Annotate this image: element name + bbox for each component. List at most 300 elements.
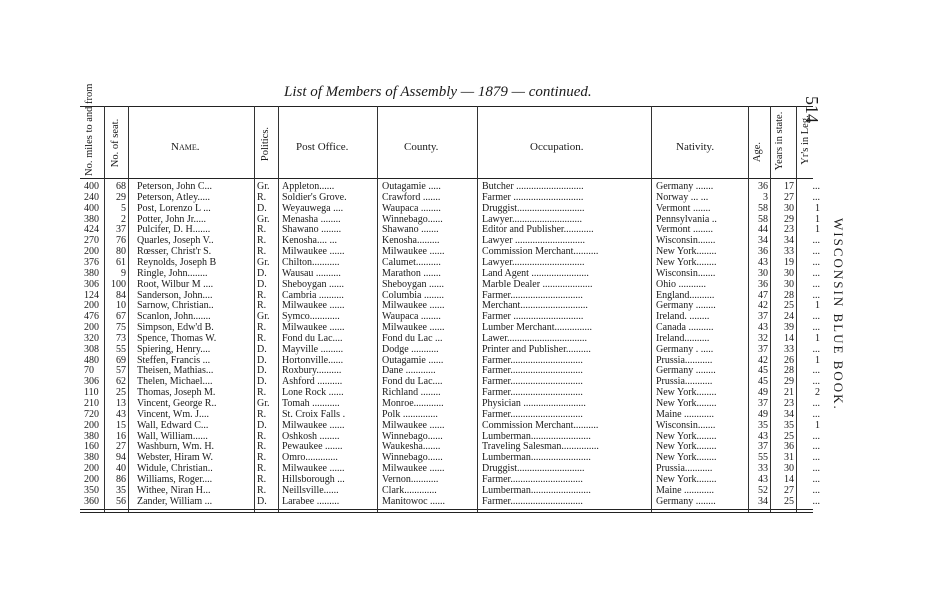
nativity-cell: Pennsylvania .. <box>656 213 717 225</box>
age-cell: 34 <box>758 495 768 507</box>
years-in-state-cell: 23 <box>784 398 794 409</box>
table-row <box>80 441 820 453</box>
nativity-cell: New York........ <box>656 398 717 409</box>
nativity-cell: Germany ........ <box>656 495 716 507</box>
seat-cell: 29 <box>116 191 126 203</box>
seat-cell: 37 <box>116 224 126 236</box>
seat-cell: 2 <box>121 213 126 225</box>
seat-cell: 84 <box>116 289 126 301</box>
miles-cell: 376 <box>84 256 99 268</box>
post-office-cell: Shawano ........ <box>282 224 342 236</box>
occupation-cell: Printer and Publisher.......... <box>482 343 591 355</box>
occupation-cell: Farmer............................. <box>482 387 583 399</box>
years-in-legislature-cell: ... <box>812 398 820 409</box>
occupation-cell: Physician ......................... <box>482 398 586 409</box>
years-in-legislature-cell: ... <box>812 278 820 290</box>
miles-cell: 200 <box>84 246 99 258</box>
years-in-state-cell: 31 <box>784 452 794 464</box>
miles-cell: 306 <box>84 278 99 290</box>
occupation-cell: Farmer............................. <box>482 473 583 485</box>
nativity-cell: Vermont ....... <box>656 202 711 214</box>
post-office-cell: Chilton........... <box>282 256 340 268</box>
county-cell: Vernon........... <box>382 473 439 485</box>
table-row <box>80 354 820 366</box>
politics-cell: R. <box>257 289 267 301</box>
table-row <box>80 311 820 323</box>
age-cell: 37 <box>758 441 768 453</box>
member-name: Reynolds, Joseph B <box>137 256 217 268</box>
politics-cell: R. <box>257 235 267 247</box>
nativity-cell: New York........ <box>656 441 717 453</box>
running-head: WISCONSIN BLUE BOOK. <box>831 218 846 411</box>
seat-cell: 27 <box>116 441 126 453</box>
years-in-legislature-cell: ... <box>812 495 820 507</box>
county-cell: Milwaukee ...... <box>382 322 445 334</box>
member-name: Post, Lorenzo L ... <box>137 202 211 214</box>
occupation-cell: Commission Merchant.......... <box>482 419 599 431</box>
politics-cell: R. <box>257 463 267 475</box>
miles-cell: 270 <box>84 235 99 247</box>
nativity-cell: Ohio ........... <box>656 278 706 290</box>
years-in-legislature-cell: 1 <box>815 419 820 431</box>
years-in-state-cell: 30 <box>784 463 794 475</box>
years-in-state-cell: 33 <box>784 343 794 355</box>
occupation-cell: Lawyer ............................ <box>482 235 586 247</box>
politics-cell: R. <box>257 300 267 312</box>
county-cell: Milwaukee ...... <box>382 246 445 258</box>
years-in-legislature-cell: ... <box>812 235 820 247</box>
county-cell: Milwaukee ...... <box>382 419 445 431</box>
member-name: Thelen, Michael.... <box>137 376 213 388</box>
table-row <box>80 267 820 279</box>
nativity-cell: Germany ....... <box>656 181 714 192</box>
table-row <box>80 398 820 409</box>
nativity-cell: New York........ <box>656 256 717 268</box>
years-in-legislature-cell: ... <box>812 191 820 203</box>
seat-cell: 55 <box>116 343 126 355</box>
seat-cell: 73 <box>116 332 126 344</box>
age-cell: 32 <box>758 332 768 344</box>
member-name: Washburn, Wm. H. <box>137 441 215 453</box>
post-office-cell: Larabee ......... <box>282 495 340 507</box>
politics-cell: R. <box>257 322 267 334</box>
years-in-legislature-cell: ... <box>812 256 820 268</box>
seat-cell: 16 <box>116 430 126 442</box>
table-row <box>80 300 820 312</box>
member-name: Widule, Christian.. <box>137 463 213 475</box>
seat-cell: 68 <box>116 181 126 192</box>
years-in-state-cell: 30 <box>784 267 794 279</box>
member-name: Vincent, Wm. J.... <box>137 408 209 420</box>
years-in-state-cell: 34 <box>784 235 794 247</box>
county-cell: Waupaca ........ <box>382 311 441 323</box>
miles-cell: 380 <box>84 452 99 464</box>
age-cell: 34 <box>758 235 768 247</box>
member-name: Quarles, Joseph V.. <box>137 235 214 247</box>
occupation-cell: Lumber Merchant............... <box>482 322 592 334</box>
occupation-cell: Lumberman........................ <box>482 452 591 464</box>
post-office-cell: St. Croix Falls . <box>282 408 346 420</box>
table-row <box>80 387 820 399</box>
nativity-cell: Ireland.......... <box>656 332 710 344</box>
politics-cell: D. <box>257 202 267 214</box>
nativity-cell: Vermont ........ <box>656 224 713 236</box>
member-name: Thomas, Joseph M. <box>137 387 216 399</box>
post-office-cell: Kenosha.... ... <box>282 235 337 247</box>
table-bottom-rule <box>80 509 813 510</box>
age-cell: 37 <box>758 398 768 409</box>
years-in-legislature-cell: ... <box>812 289 820 301</box>
member-name: Zander, William ... <box>137 495 213 507</box>
table-row <box>80 452 820 464</box>
years-in-state-cell: 30 <box>784 202 794 214</box>
seat-cell: 61 <box>116 256 126 268</box>
years-in-legislature-cell: ... <box>812 267 820 279</box>
age-cell: 47 <box>758 289 768 301</box>
table-row <box>80 181 820 192</box>
member-name: Wall, Edward C... <box>137 419 209 431</box>
politics-cell: R. <box>257 387 267 399</box>
table-row <box>80 224 820 236</box>
politics-cell: R. <box>257 430 267 442</box>
county-cell: Dane ............ <box>382 365 436 377</box>
table-bottom-rule-double <box>80 512 813 513</box>
county-cell: Clark............. <box>382 484 437 496</box>
table-row <box>80 235 820 247</box>
post-office-cell: Milwaukee ...... <box>282 322 345 334</box>
politics-cell: Gr. <box>257 311 270 323</box>
years-in-state-cell: 28 <box>784 365 794 377</box>
age-cell: 30 <box>758 267 768 279</box>
miles-cell: 70 <box>84 365 94 377</box>
seat-cell: 62 <box>116 376 126 388</box>
post-office-cell: Oshkosh ........ <box>282 430 340 442</box>
years-in-state-cell: 34 <box>784 408 794 420</box>
years-in-state-cell: 29 <box>784 213 794 225</box>
nativity-cell: Wisconsin....... <box>656 235 716 247</box>
occupation-cell: Marble Dealer .................... <box>482 278 593 290</box>
years-in-state-cell: 17 <box>784 181 794 192</box>
nativity-cell: Wisconsin....... <box>656 267 716 279</box>
years-in-state-cell: 25 <box>784 495 794 507</box>
years-in-state-cell: 23 <box>784 224 794 236</box>
county-cell: Winnebago...... <box>382 452 443 464</box>
table-row <box>80 343 820 355</box>
header-leg: Yr's in Leg. <box>800 115 811 165</box>
age-cell: 55 <box>758 452 768 464</box>
age-cell: 35 <box>758 419 768 431</box>
seat-cell: 76 <box>116 235 126 247</box>
years-in-state-cell: 36 <box>784 441 794 453</box>
county-cell: Richland ........ <box>382 387 441 399</box>
post-office-cell: Tomah ........... <box>282 398 340 409</box>
age-cell: 42 <box>758 354 768 366</box>
seat-cell: 35 <box>116 484 126 496</box>
politics-cell: D. <box>257 343 267 355</box>
occupation-cell: Lumberman........................ <box>482 484 591 496</box>
member-name: Peterson, Atley..... <box>137 191 210 203</box>
header-politics: Politics. <box>260 126 271 162</box>
county-cell: Winnebago...... <box>382 213 443 225</box>
county-cell: Fond du Lac ... <box>382 332 443 344</box>
politics-cell: D. <box>257 278 267 290</box>
politics-cell: R. <box>257 191 267 203</box>
post-office-cell: Ashford .......... <box>282 376 343 388</box>
age-cell: 52 <box>758 484 768 496</box>
table-row <box>80 332 820 344</box>
post-office-cell: Hortonville...... <box>282 354 344 366</box>
member-name: Theisen, Mathias... <box>137 365 214 377</box>
politics-cell: Gr. <box>257 181 270 192</box>
seat-cell: 100 <box>111 278 126 290</box>
post-office-cell: Omro............. <box>282 452 338 464</box>
post-office-cell: Fond du Lac.... <box>282 332 343 344</box>
county-cell: Fond du Lac.... <box>382 376 443 388</box>
occupation-cell: Druggist........................... <box>482 202 585 214</box>
post-office-cell: Soldier's Grove. <box>282 191 347 203</box>
years-in-state-cell: 29 <box>784 376 794 388</box>
county-cell: Monroe............ <box>382 398 444 409</box>
nativity-cell: New York........ <box>656 387 717 399</box>
post-office-cell: Sheboygan ...... <box>282 278 344 290</box>
miles-cell: 480 <box>84 354 99 366</box>
miles-cell: 200 <box>84 473 99 485</box>
years-in-state-cell: 30 <box>784 278 794 290</box>
years-in-legislature-cell: 1 <box>815 354 820 366</box>
table-row <box>80 322 820 334</box>
politics-cell: R. <box>257 452 267 464</box>
age-cell: 44 <box>758 224 768 236</box>
table-row <box>80 419 820 431</box>
years-in-legislature-cell: ... <box>812 365 820 377</box>
county-cell: Outagamie ..... <box>382 181 441 192</box>
years-in-legislature-cell: ... <box>812 343 820 355</box>
member-name: Spiering, Henry.... <box>137 343 211 355</box>
member-name: Withee, Niran H... <box>137 484 211 496</box>
miles-cell: 306 <box>84 376 99 388</box>
years-in-legislature-cell: ... <box>812 311 820 323</box>
seat-cell: 9 <box>121 267 126 279</box>
politics-cell: D. <box>257 419 267 431</box>
miles-cell: 124 <box>84 289 99 301</box>
member-name: Sarnow, Christian.. <box>137 300 214 312</box>
years-in-state-cell: 35 <box>784 419 794 431</box>
member-name: Webster, Hiram W. <box>137 452 214 464</box>
miles-cell: 350 <box>84 484 99 496</box>
seat-cell: 56 <box>116 495 126 507</box>
seat-cell: 13 <box>116 398 126 409</box>
age-cell: 45 <box>758 365 768 377</box>
seat-cell: 15 <box>116 419 126 431</box>
table-row <box>80 473 820 485</box>
county-cell: Waukesha....... <box>382 441 441 453</box>
page-number: 514 <box>802 96 822 123</box>
occupation-cell: Lawyer............................. <box>482 256 585 268</box>
nativity-cell: Prussia........... <box>656 354 713 366</box>
occupation-cell: Commission Merchant.......... <box>482 246 599 258</box>
years-in-state-cell: 21 <box>784 387 794 399</box>
post-office-cell: Cambria .......... <box>282 289 344 301</box>
years-in-legislature-cell: 1 <box>815 300 820 312</box>
years-in-legislature-cell: ... <box>812 484 820 496</box>
age-cell: 36 <box>758 181 768 192</box>
county-cell: Polk .............. <box>382 408 438 420</box>
header-seat: No. of seat. <box>110 118 121 168</box>
politics-cell: Gr. <box>257 213 270 225</box>
miles-cell: 240 <box>84 191 99 203</box>
politics-cell: R. <box>257 441 267 453</box>
miles-cell: 360 <box>84 495 99 507</box>
years-in-legislature-cell: 2 <box>815 387 820 399</box>
nativity-cell: Prussia........... <box>656 463 713 475</box>
nativity-cell: Maine ............ <box>656 408 715 420</box>
seat-cell: 40 <box>116 463 126 475</box>
years-in-state-cell: 27 <box>784 191 794 203</box>
years-in-legislature-cell: 1 <box>815 202 820 214</box>
politics-cell: R. <box>257 408 267 420</box>
miles-cell: 210 <box>84 398 99 409</box>
occupation-cell: Farmer............................. <box>482 289 583 301</box>
politics-cell: R. <box>257 332 267 344</box>
member-name: Wall, William...... <box>137 430 208 442</box>
years-in-legislature-cell: ... <box>812 463 820 475</box>
occupation-cell: Farmer............................. <box>482 408 583 420</box>
years-in-state-cell: 25 <box>784 430 794 442</box>
post-office-cell: Milwaukee ...... <box>282 300 345 312</box>
seat-cell: 5 <box>121 202 126 214</box>
county-cell: Calumet.......... <box>382 256 441 268</box>
page-title: List of Members of Assembly — 1879 — continued. <box>284 84 592 100</box>
post-office-cell: Hillsborough ... <box>282 473 345 485</box>
years-in-state-cell: 39 <box>784 322 794 334</box>
occupation-cell: Farmer............................. <box>482 376 583 388</box>
county-cell: Manitowoc ...... <box>382 495 446 507</box>
header-years: Years in state. <box>774 111 785 171</box>
occupation-cell: Lumberman........................ <box>482 430 591 442</box>
seat-cell: 94 <box>116 452 126 464</box>
age-cell: 36 <box>758 246 768 258</box>
table-row <box>80 191 820 203</box>
county-cell: Winnebago...... <box>382 430 443 442</box>
years-in-state-cell: 14 <box>784 473 794 485</box>
post-office-cell: Menasha ........ <box>282 213 341 225</box>
occupation-cell: Farmer ............................ <box>482 311 584 323</box>
age-cell: 36 <box>758 278 768 290</box>
member-name: Vincent, George R.. <box>137 398 217 409</box>
member-name: Rœsser, Christ'r S. <box>137 246 212 258</box>
years-in-legislature-cell: 1 <box>815 213 820 225</box>
nativity-cell: Canada .......... <box>656 322 714 334</box>
seat-cell: 69 <box>116 354 126 366</box>
post-office-cell: Symco............ <box>282 311 340 323</box>
occupation-cell: Editor and Publisher............ <box>482 224 594 236</box>
table-header-rule <box>80 178 813 179</box>
politics-cell: R. <box>257 473 267 485</box>
miles-cell: 200 <box>84 300 99 312</box>
years-in-state-cell: 28 <box>784 289 794 301</box>
county-cell: Milwaukee ...... <box>382 463 445 475</box>
post-office-cell: Milwaukee ...... <box>282 463 345 475</box>
table-row <box>80 484 820 496</box>
header-age: Age. <box>752 141 763 163</box>
nativity-cell: Germany ........ <box>656 300 716 312</box>
years-in-legislature-cell: ... <box>812 376 820 388</box>
post-office-cell: Appleton...... <box>282 181 335 192</box>
nativity-cell: Norway ... ... <box>656 191 709 203</box>
years-in-legislature-cell: ... <box>812 181 820 192</box>
years-in-legislature-cell: ... <box>812 441 820 453</box>
table-row <box>80 213 820 225</box>
county-cell: Waupaca ........ <box>382 202 441 214</box>
member-name: Peterson, John C... <box>137 181 212 192</box>
miles-cell: 200 <box>84 322 99 334</box>
politics-cell: D. <box>257 495 267 507</box>
nativity-cell: New York........ <box>656 473 717 485</box>
miles-cell: 160 <box>84 441 99 453</box>
years-in-legislature-cell: 1 <box>815 332 820 344</box>
nativity-cell: Ireland. ........ <box>656 311 710 323</box>
seat-cell: 75 <box>116 322 126 334</box>
county-cell: Milwaukee ...... <box>382 300 445 312</box>
years-in-state-cell: 27 <box>784 484 794 496</box>
table-row <box>80 278 820 290</box>
table-row <box>80 376 820 388</box>
years-in-state-cell: 33 <box>784 246 794 258</box>
nativity-cell: Prussia........... <box>656 376 713 388</box>
post-office-cell: Milwaukee ...... <box>282 419 345 431</box>
politics-cell: R. <box>257 246 267 258</box>
politics-cell: D. <box>257 376 267 388</box>
header-name: Name. <box>171 141 200 153</box>
miles-cell: 380 <box>84 267 99 279</box>
nativity-cell: New York........ <box>656 430 717 442</box>
header-county: County. <box>404 141 439 153</box>
table-row <box>80 463 820 475</box>
years-in-state-cell: 24 <box>784 311 794 323</box>
age-cell: 37 <box>758 311 768 323</box>
years-in-state-cell: 26 <box>784 354 794 366</box>
occupation-cell: Land Agent ....................... <box>482 267 589 279</box>
seat-cell: 43 <box>116 408 126 420</box>
occupation-cell: Farmer ............................ <box>482 191 584 203</box>
miles-cell: 380 <box>84 213 99 225</box>
politics-cell: Gr. <box>257 256 270 268</box>
seat-cell: 25 <box>116 387 126 399</box>
table-row <box>80 202 820 214</box>
nativity-cell: New York........ <box>656 246 717 258</box>
seat-cell: 10 <box>116 300 126 312</box>
post-office-cell: Lone Rock ...... <box>282 387 344 399</box>
table-top-rule <box>80 106 813 107</box>
member-name: Potter, John Jr..... <box>137 213 207 225</box>
miles-cell: 400 <box>84 181 99 192</box>
table-row <box>80 246 820 258</box>
miles-cell: 720 <box>84 408 99 420</box>
seat-cell: 57 <box>116 365 126 377</box>
occupation-cell: Farmer............................. <box>482 354 583 366</box>
occupation-cell: Lawyer............................ <box>482 213 582 225</box>
member-name: Spence, Thomas W. <box>137 332 217 344</box>
occupation-cell: Butcher ........................... <box>482 181 584 192</box>
member-name: Root, Wilbur M .... <box>137 278 214 290</box>
county-cell: Marathon ....... <box>382 267 441 279</box>
age-cell: 42 <box>758 300 768 312</box>
politics-cell: Gr. <box>257 398 270 409</box>
post-office-cell: Weyauwega .... <box>282 202 344 214</box>
years-in-legislature-cell: ... <box>812 473 820 485</box>
seat-cell: 86 <box>116 473 126 485</box>
table-row <box>80 289 820 301</box>
